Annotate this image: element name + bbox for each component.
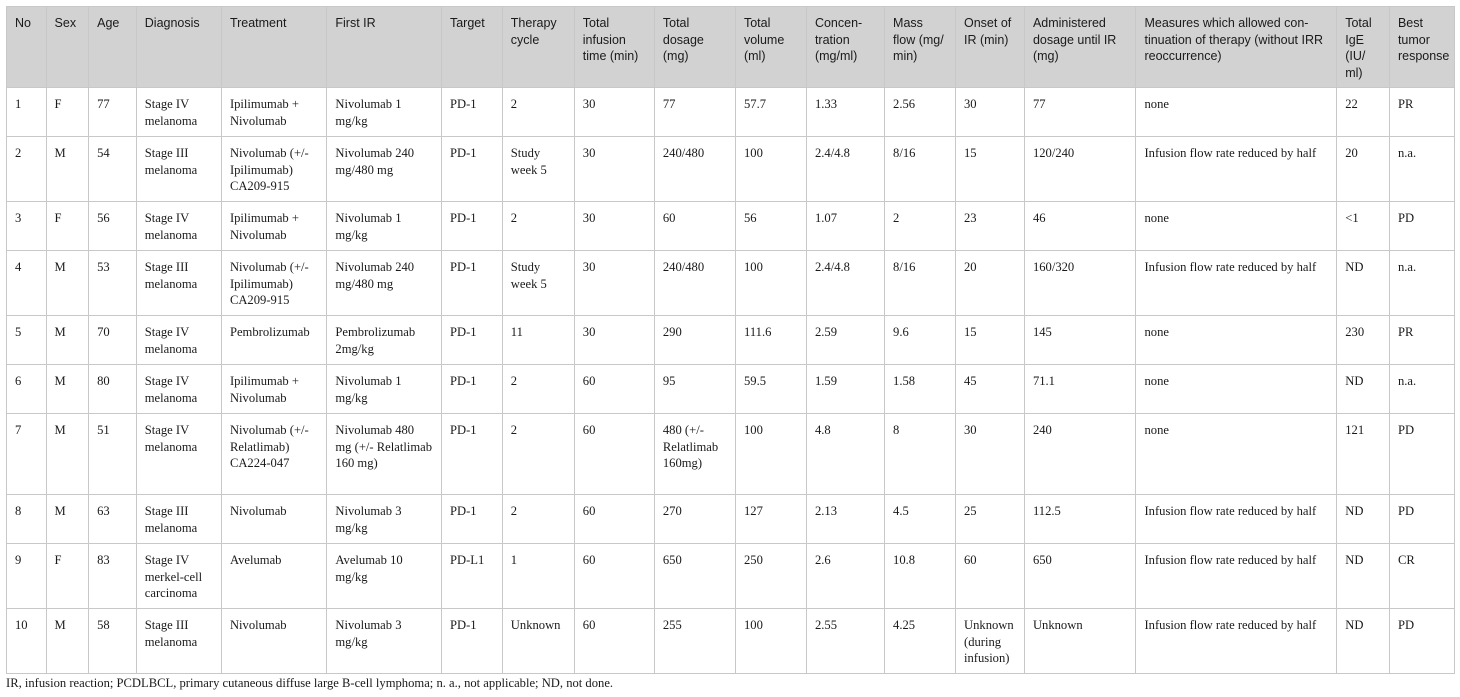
cell-first-ir: Nivolumab 1 mg/kg [327,202,442,251]
cell-age: 58 [89,609,137,674]
cell-administered-dosage: 46 [1024,202,1136,251]
cell-total-infusion-time: 60 [574,414,654,495]
cell-first-ir: Nivolumab 240 mg/480 mg [327,137,442,202]
patient-table [6,6,1455,674]
cell-measures: Infusion flow rate reduced by half [1136,251,1337,316]
cell-total-infusion-time: 30 [574,88,654,137]
cell-total-infusion-time: 60 [574,609,654,674]
cell-first-ir: Pembrolizumab 2mg/kg [327,316,442,365]
cell-onset-of-ir: 20 [956,251,1025,316]
cell-target: PD-1 [441,609,502,674]
cell-first-ir: Nivolumab 3 mg/kg [327,609,442,674]
cell-no: 3 [7,202,47,251]
cell-age: 70 [89,316,137,365]
cell-no: 2 [7,137,47,202]
cell-sex: M [46,316,89,365]
cell-concentration: 1.33 [806,88,884,137]
header-therapy-cycle: Therapy cycle [502,7,574,88]
cell-therapy-cycle: 11 [502,316,574,365]
cell-total-volume: 250 [735,544,806,609]
cell-best-tumor-response: n.a. [1389,251,1454,316]
cell-onset-of-ir: 25 [956,495,1025,544]
cell-measures: none [1136,202,1337,251]
cell-best-tumor-response: n.a. [1389,137,1454,202]
cell-mass-flow: 8 [885,414,956,495]
cell-age: 53 [89,251,137,316]
cell-total-dosage: 270 [654,495,735,544]
cell-total-volume: 100 [735,137,806,202]
cell-mass-flow: 4.5 [885,495,956,544]
cell-age: 51 [89,414,137,495]
header-onset-of-ir: Onset of IR (min) [956,7,1025,88]
cell-total-ige: ND [1337,365,1390,414]
cell-age: 56 [89,202,137,251]
header-first-ir: First IR [327,7,442,88]
header-total-infusion-time: Total infusion time (min) [574,7,654,88]
cell-onset-of-ir: Unknown (during infusion) [956,609,1025,674]
cell-diagnosis: Stage IV merkel-cell carcinoma [136,544,221,609]
cell-total-dosage: 240/480 [654,251,735,316]
table-footnote: IR, infusion reaction; PCDLBCL, primary cutaneous diffuse large B-cell lymphoma; n. a., not applicable; ND, not done. [6,676,614,690]
cell-total-ige: ND [1337,544,1390,609]
cell-total-ige: 20 [1337,137,1390,202]
cell-target: PD-L1 [441,544,502,609]
cell-best-tumor-response: PD [1389,414,1454,495]
cell-total-ige: 230 [1337,316,1390,365]
cell-total-ige: 121 [1337,414,1390,495]
cell-administered-dosage: 77 [1024,88,1136,137]
cell-measures: none [1136,414,1337,495]
cell-treatment: Nivolumab [221,609,326,674]
cell-onset-of-ir: 15 [956,316,1025,365]
cell-total-ige: <1 [1337,202,1390,251]
cell-total-volume: 100 [735,414,806,495]
cell-no: 8 [7,495,47,544]
cell-therapy-cycle: Study week 5 [502,137,574,202]
table-row [7,137,1455,202]
cell-target: PD-1 [441,202,502,251]
cell-therapy-cycle: 2 [502,365,574,414]
cell-total-dosage: 240/480 [654,137,735,202]
cell-concentration: 2.59 [806,316,884,365]
table-row [7,365,1455,414]
cell-sex: M [46,495,89,544]
cell-best-tumor-response: PD [1389,495,1454,544]
cell-concentration: 1.07 [806,202,884,251]
cell-administered-dosage: 240 [1024,414,1136,495]
cell-total-infusion-time: 60 [574,495,654,544]
cell-sex: F [46,544,89,609]
cell-total-volume: 127 [735,495,806,544]
cell-administered-dosage: 650 [1024,544,1136,609]
cell-administered-dosage: 120/240 [1024,137,1136,202]
cell-target: PD-1 [441,251,502,316]
cell-therapy-cycle: 2 [502,414,574,495]
cell-total-volume: 111.6 [735,316,806,365]
cell-diagnosis: Stage III melanoma [136,609,221,674]
cell-diagnosis: Stage III melanoma [136,251,221,316]
header-total-ige: Total IgE (IU/ ml) [1337,7,1390,88]
cell-mass-flow: 9.6 [885,316,956,365]
cell-age: 54 [89,137,137,202]
cell-total-infusion-time: 60 [574,365,654,414]
cell-therapy-cycle: 2 [502,88,574,137]
cell-mass-flow: 2 [885,202,956,251]
cell-diagnosis: Stage IV melanoma [136,414,221,495]
cell-treatment: Avelumab [221,544,326,609]
cell-target: PD-1 [441,137,502,202]
cell-first-ir: Nivolumab 3 mg/kg [327,495,442,544]
cell-total-dosage: 290 [654,316,735,365]
cell-sex: F [46,202,89,251]
cell-measures: none [1136,365,1337,414]
cell-total-infusion-time: 60 [574,544,654,609]
cell-total-infusion-time: 30 [574,316,654,365]
cell-total-infusion-time: 30 [574,202,654,251]
cell-measures: Infusion flow rate reduced by half [1136,544,1337,609]
cell-treatment: Ipilimumab + Nivolumab [221,365,326,414]
cell-age: 77 [89,88,137,137]
header-target: Target [441,7,502,88]
header-age: Age [89,7,137,88]
header-no: No [7,7,47,88]
cell-treatment: Nivolumab (+/- Ipilimumab) CA209-915 [221,251,326,316]
cell-treatment: Nivolumab [221,495,326,544]
cell-target: PD-1 [441,316,502,365]
cell-mass-flow: 1.58 [885,365,956,414]
cell-total-dosage: 480 (+/- Relatlimab 160mg) [654,414,735,495]
cell-best-tumor-response: PR [1389,88,1454,137]
cell-total-dosage: 77 [654,88,735,137]
cell-best-tumor-response: PD [1389,202,1454,251]
cell-administered-dosage: 112.5 [1024,495,1136,544]
header-diagnosis: Diagnosis [136,7,221,88]
cell-measures: Infusion flow rate reduced by half [1136,609,1337,674]
cell-total-volume: 100 [735,609,806,674]
cell-first-ir: Nivolumab 480 mg (+/- Relatlimab 160 mg) [327,414,442,495]
cell-no: 6 [7,365,47,414]
header-total-dosage: Total dosage (mg) [654,7,735,88]
cell-first-ir: Avelumab 10 mg/kg [327,544,442,609]
cell-mass-flow: 10.8 [885,544,956,609]
cell-treatment: Nivolumab (+/- Relatlimab) CA224-047 [221,414,326,495]
cell-onset-of-ir: 23 [956,202,1025,251]
cell-no: 7 [7,414,47,495]
cell-diagnosis: Stage IV melanoma [136,202,221,251]
table-row [7,88,1455,137]
cell-administered-dosage: 145 [1024,316,1136,365]
cell-total-infusion-time: 30 [574,137,654,202]
cell-total-ige: ND [1337,495,1390,544]
table-row [7,202,1455,251]
cell-best-tumor-response: PD [1389,609,1454,674]
cell-concentration: 2.4/4.8 [806,251,884,316]
cell-diagnosis: Stage IV melanoma [136,316,221,365]
cell-administered-dosage: 160/320 [1024,251,1136,316]
cell-mass-flow: 8/16 [885,251,956,316]
table-row [7,316,1455,365]
cell-diagnosis: Stage III melanoma [136,495,221,544]
cell-total-volume: 59.5 [735,365,806,414]
cell-measures: none [1136,316,1337,365]
cell-diagnosis: Stage III melanoma [136,137,221,202]
cell-sex: M [46,251,89,316]
header-best-tumor-response: Best tumor response [1389,7,1454,88]
cell-best-tumor-response: CR [1389,544,1454,609]
cell-sex: M [46,414,89,495]
header-administered-dosage: Administered dosage until IR (mg) [1024,7,1136,88]
cell-no: 1 [7,88,47,137]
cell-mass-flow: 4.25 [885,609,956,674]
cell-total-dosage: 60 [654,202,735,251]
cell-administered-dosage: Unknown [1024,609,1136,674]
cell-concentration: 4.8 [806,414,884,495]
table-row [7,609,1455,674]
cell-first-ir: Nivolumab 1 mg/kg [327,88,442,137]
table-row [7,251,1455,316]
cell-total-dosage: 650 [654,544,735,609]
cell-sex: M [46,137,89,202]
cell-best-tumor-response: n.a. [1389,365,1454,414]
cell-total-ige: ND [1337,609,1390,674]
cell-total-volume: 100 [735,251,806,316]
header-mass-flow: Mass flow (mg/ min) [885,7,956,88]
cell-concentration: 2.4/4.8 [806,137,884,202]
cell-total-volume: 56 [735,202,806,251]
cell-treatment: Ipilimumab + Nivolumab [221,202,326,251]
cell-target: PD-1 [441,495,502,544]
cell-no: 9 [7,544,47,609]
header-total-volume: Total volume (ml) [735,7,806,88]
cell-treatment: Ipilimumab + Nivolumab [221,88,326,137]
cell-concentration: 2.6 [806,544,884,609]
cell-total-dosage: 95 [654,365,735,414]
cell-target: PD-1 [441,365,502,414]
header-concentration: Concen-tration (mg/ml) [806,7,884,88]
table-row [7,414,1455,495]
cell-administered-dosage: 71.1 [1024,365,1136,414]
header-treatment: Treatment [221,7,326,88]
cell-age: 63 [89,495,137,544]
cell-therapy-cycle: Unknown [502,609,574,674]
cell-total-volume: 57.7 [735,88,806,137]
cell-therapy-cycle: 2 [502,202,574,251]
cell-concentration: 1.59 [806,365,884,414]
cell-treatment: Pembrolizumab [221,316,326,365]
cell-therapy-cycle: 1 [502,544,574,609]
cell-mass-flow: 8/16 [885,137,956,202]
cell-target: PD-1 [441,88,502,137]
cell-total-ige: ND [1337,251,1390,316]
cell-mass-flow: 2.56 [885,88,956,137]
cell-measures: none [1136,88,1337,137]
cell-target: PD-1 [441,414,502,495]
cell-onset-of-ir: 30 [956,414,1025,495]
cell-concentration: 2.55 [806,609,884,674]
cell-sex: M [46,365,89,414]
cell-diagnosis: Stage IV melanoma [136,88,221,137]
cell-first-ir: Nivolumab 240 mg/480 mg [327,251,442,316]
cell-concentration: 2.13 [806,495,884,544]
cell-no: 10 [7,609,47,674]
cell-best-tumor-response: PR [1389,316,1454,365]
cell-onset-of-ir: 15 [956,137,1025,202]
cell-no: 5 [7,316,47,365]
cell-measures: Infusion flow rate reduced by half [1136,137,1337,202]
table-header-row [7,7,1455,88]
cell-sex: F [46,88,89,137]
cell-onset-of-ir: 60 [956,544,1025,609]
cell-onset-of-ir: 45 [956,365,1025,414]
table-row [7,544,1455,609]
cell-treatment: Nivolumab (+/- Ipilimumab) CA209-915 [221,137,326,202]
table-body [7,88,1455,674]
cell-age: 83 [89,544,137,609]
cell-total-ige: 22 [1337,88,1390,137]
header-sex: Sex [46,7,89,88]
cell-age: 80 [89,365,137,414]
table-row [7,495,1455,544]
cell-total-dosage: 255 [654,609,735,674]
cell-total-infusion-time: 30 [574,251,654,316]
cell-onset-of-ir: 30 [956,88,1025,137]
cell-therapy-cycle: 2 [502,495,574,544]
header-measures: Measures which allowed con-tinuation of therapy (without IRR reoccurrence) [1136,7,1337,88]
cell-measures: Infusion flow rate reduced by half [1136,495,1337,544]
cell-diagnosis: Stage IV melanoma [136,365,221,414]
cell-first-ir: Nivolumab 1 mg/kg [327,365,442,414]
cell-no: 4 [7,251,47,316]
cell-sex: M [46,609,89,674]
cell-therapy-cycle: Study week 5 [502,251,574,316]
